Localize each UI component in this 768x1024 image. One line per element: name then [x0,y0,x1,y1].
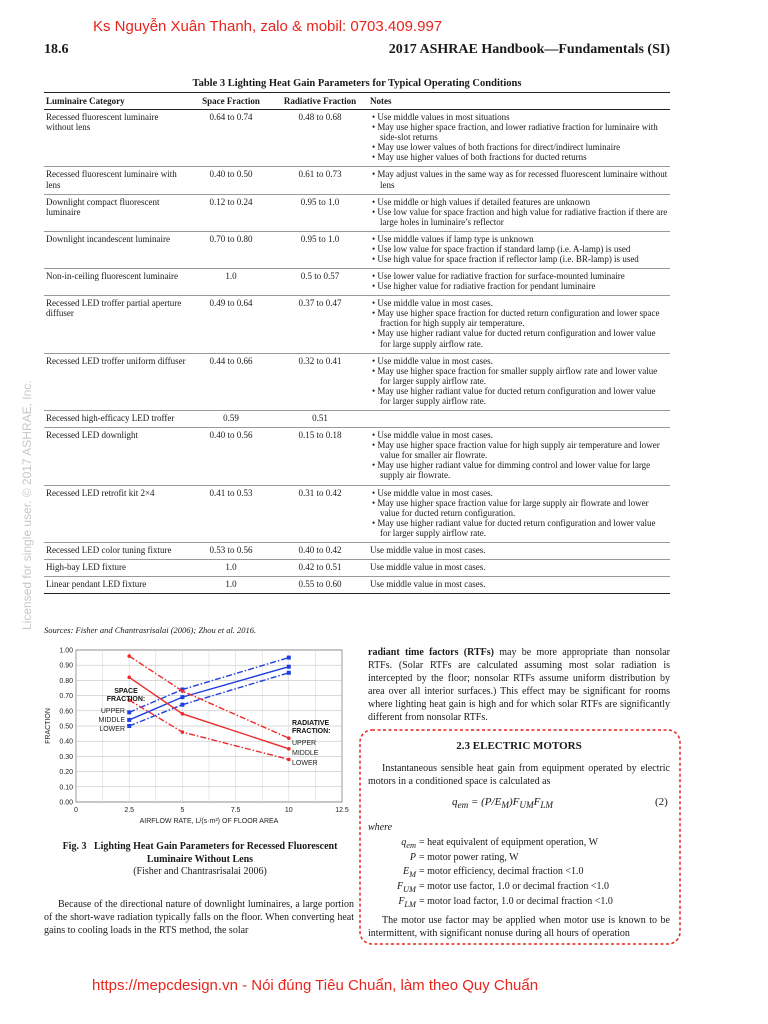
luminaire-category-cell: Non-in-ceiling fluorescent luminaire [46,271,178,282]
radiative-fraction-cell: 0.31 to 0.42 [298,487,342,498]
radiative-fraction-point [181,689,185,693]
luminaire-category-cell: Recessed LED troffer partial aperture diffuser [46,298,182,319]
notes-cell [368,167,670,194]
luminaire-category-cell: Recessed LED color tuning fixture [46,544,172,555]
notes-cell [368,231,670,268]
space-legend-entry: MIDDLE [98,717,125,724]
notes-cell [368,411,670,428]
note-line: • May use higher space fraction value for high supply air temperature and lower value for smaller air flowrate. [372,440,660,461]
table-row [44,428,670,485]
header-luminaire-category: Luminaire Category [44,93,190,110]
figure-title: Lighting Heat Gain Parameters for Recessed Fluorescent Luminaire Without Lens [93,841,338,865]
notes-cell [368,559,670,576]
radiative-fraction-cell: 0.95 to 1.0 [300,196,340,207]
note-line: • Use lower value for radiative fraction for surface-mounted luminaire [372,271,625,282]
space-fraction-cell: 1.0 [225,579,237,590]
space-fraction-cell: 0.12 to 0.24 [209,196,253,207]
note-line: • May use higher space fraction value for large supply air flowrate and lower value for ducted return configuration. [372,497,649,518]
space-legend-entry: UPPER [100,708,125,715]
radiative-fraction-point [127,676,131,680]
space-fraction-cell: 0.41 to 0.53 [209,487,253,498]
note-line: • May use higher space fraction, and lower radiative fraction for luminaire with side-slot returns [372,122,658,143]
x-tick-label: 5 [180,807,185,814]
rtf-text: may be more appropriate than nonsolar RTFs. (Solar RTFs are calculated assuming most solar radiation is intercepted by the floor; nonsolar RTFs assume uniform distribution by area over all interior surfaces.) This effect may be significant for rooms where lighting heat gain is high and for which solar RTFs are significantly different from nonsolar RTFs. [368,647,670,723]
variable-description: = motor load factor, 1.0 or decimal fraction <1.0 [419,896,613,908]
radiative-fraction-point [287,758,291,762]
x-tick-label: 2.5 [124,807,135,814]
space-legend-title: FRACTION: [106,696,146,703]
x-tick-label: 7.5 [230,807,241,814]
note-line: • Use higher value for radiative fraction for pendant luminaire [372,281,596,292]
motor-intro-paragraph: Instantaneous sensible heat gain from equipment operated by electric motors in a conditioned space is calculated as [368,763,670,787]
y-tick-label: 0.00 [59,799,73,807]
space-fraction-cell: 0.44 to 0.66 [209,355,253,366]
header-radiative-fraction: Radiative Fraction [272,93,368,110]
table-row [44,110,670,167]
variable-description: = motor power rating, W [419,852,519,864]
space-fraction-cell: 0.64 to 0.74 [209,112,253,123]
notes-cell [368,485,670,542]
rtf-term: radiant time factors (RTFs) [368,647,494,658]
radiative-fraction-point [127,654,131,658]
body-paragraph-right [368,646,670,724]
y-tick-label: 0.90 [59,662,73,670]
table-row [44,231,670,268]
motor-use-factor-paragraph: The motor use factor may be applied when motor use is known to be intermittent, with significant nonuse during all hours of operation [368,915,670,939]
space-fraction-cell: 0.59 [223,413,239,424]
radiative-fraction-cell: 0.37 to 0.47 [298,298,342,309]
radiative-fraction-point [181,730,185,734]
table-title: Table 3 Lighting Heat Gain Parameters for Typical Operating Conditions [192,78,522,89]
space-fraction-cell: 0.40 to 0.56 [209,430,253,441]
note-line: • Use middle or high values if detailed features are unknown [372,196,591,207]
figure-number: Fig. 3 [62,841,87,852]
luminaire-category-cell: Recessed LED troffer uniform diffuser [46,355,186,366]
variable-definitions [368,836,670,910]
header-notes: Notes [368,93,670,110]
luminaire-category-cell: Recessed LED retrofit kit 2×4 [46,487,155,498]
note-line: • May use lower values of both fractions for direct/indirect luminaire [372,142,621,153]
radiative-fraction-cell: 0.40 to 0.42 [298,544,342,555]
notes-cell [368,542,670,559]
radiative-fraction-cell: 0.5 to 0.57 [300,271,340,282]
radiative-fraction-cell: 0.95 to 1.0 [300,233,340,244]
table-row [44,269,670,296]
space-fraction-cell: 1.0 [225,561,237,572]
note-line: • May adjust values in the same way as for recessed fluorescent luminaire without lens [372,169,668,190]
note-line: • May use higher radiant value for ducted return configuration and lower value for larger supply airflow rate. [372,517,656,538]
space-fraction-cell: 1.0 [225,271,237,282]
note-line: Use middle value in most cases. [370,561,486,572]
x-tick-label: 10 [284,807,293,814]
radiative-fraction-cell: 0.51 [312,413,328,424]
radiative-legend-entry: MIDDLE [292,750,319,757]
space-fraction-cell: 0.40 to 0.50 [209,169,253,180]
y-tick-label: 1.00 [59,647,73,655]
variable-symbol: $q_{em}$ [401,837,416,850]
radiative-legend-entry: LOWER [292,760,318,767]
table-row [44,167,670,194]
space-fraction-point [127,718,131,722]
note-line: • Use middle values in most situations [372,112,510,123]
notes-cell [368,110,670,167]
note-line: • Use middle value in most cases. [372,298,493,309]
note-line: • Use middle values if lamp type is unknown [372,233,534,244]
variable-description: = motor use factor, 1.0 or decimal fraction <1.0 [419,880,609,892]
variable-row [368,880,670,895]
radiative-fraction-cell: 0.42 to 0.51 [298,561,342,572]
radiative-fraction-cell: 0.61 to 0.73 [298,169,342,180]
space-fraction-point [180,703,184,707]
note-line: • Use low value for space fraction and high value for radiative fraction if there are large holes in luminaire’s reflector [372,206,668,227]
figure-caption [44,841,356,879]
radiative-fraction-point [181,712,185,716]
y-tick-label: 0.10 [59,784,73,792]
notes-cell [368,269,670,296]
table-row [44,296,670,353]
note-line: Use middle value in most cases. [370,579,486,590]
table-row [44,411,670,428]
y-tick-label: 0.80 [59,677,73,685]
space-fraction-cell: 0.53 to 0.56 [209,544,253,555]
luminaire-category-cell: High-bay LED fixture [46,561,126,572]
variable-row [368,851,670,865]
y-tick-label: 0.50 [59,723,73,731]
luminaire-category-cell: Recessed LED downlight [46,430,138,441]
note-line: • May use higher space fraction for ducted return configuration and lower space fraction for high supply air temperature. [372,308,660,329]
y-axis-label: FRACTION [45,708,52,744]
equation-number: (2) [655,796,668,808]
note-line: • May use higher space fraction for smaller supply airflow rate and lower value for larger supply airflow rate. [372,365,658,386]
variable-description: = heat equivalent of equipment operation, W [419,837,599,848]
notes-cell [368,353,670,410]
y-tick-label: 0.40 [59,738,73,746]
variable-description: = motor efficiency, decimal fraction <1.0 [419,865,584,877]
variable-symbol: $E_M$ [402,865,416,879]
space-legend-entry: LOWER [99,726,125,733]
radiative-legend-title: FRACTION: [292,728,331,735]
where-label: where [368,822,393,833]
radiative-fraction-cell: 0.32 to 0.41 [298,355,342,366]
radiative-fraction-cell: 0.55 to 0.60 [298,579,342,590]
radiative-legend-entry: UPPER [292,740,317,747]
section-heading: 2.3 ELECTRIC MOTORS [456,740,582,752]
luminaire-category-cell: Recessed fluorescent luminaire with lens [46,169,177,190]
space-fraction-cell: 0.49 to 0.64 [209,298,253,309]
space-fraction-point [180,695,184,699]
y-tick-label: 0.70 [59,693,73,701]
x-tick-label: 12.5 [335,807,349,814]
radiative-fraction-cell: 0.48 to 0.68 [298,112,342,123]
space-fraction-point [287,671,291,675]
luminaire-category-cell: Linear pendant LED fixture [46,579,147,590]
header-space-fraction: Space Fraction [190,93,272,110]
y-tick-label: 0.60 [59,708,73,716]
space-fraction-cell: 0.70 to 0.80 [209,233,253,244]
table-row [44,353,670,410]
notes-cell [368,194,670,231]
luminaire-category-cell: Recessed fluorescent luminaire without lens [46,112,159,133]
bottom-website-banner: https://mepcdesign.vn - Nói đúng Tiêu Chuẩn, làm theo Quy Chuẩn [92,977,539,994]
space-fraction-point [287,665,291,669]
table-row [44,577,670,594]
note-line: • Use middle value in most cases. [372,430,493,441]
variable-row [368,865,670,880]
running-head: 2017 ASHRAE Handbook—Fundamentals (SI) [388,42,670,57]
figure-3-chart [42,642,352,838]
space-fraction-point [127,710,131,714]
y-tick-label: 0.20 [59,769,73,777]
lighting-heat-gain-table [44,92,670,594]
figure-source: (Fisher and Chantrasrisalai 2006) [133,866,267,877]
radiative-fraction-point [287,747,291,751]
table-row [44,559,670,576]
table-body [44,110,670,594]
radiative-fraction-cell: 0.15 to 0.18 [298,430,342,441]
variable-row [368,895,670,910]
note-line: • Use middle value in most cases. [372,355,493,366]
notes-cell [368,428,670,485]
radiative-legend-title: RADIATIVE [292,720,330,727]
variable-row [368,836,670,851]
table-sources: Sources: Fisher and Chantrasrisalai (2006); Zhou et al. 2016. [44,625,257,635]
variable-symbol: $F_{UM}$ [396,880,416,894]
note-line: • Use middle value in most cases. [372,487,493,498]
space-fraction-point [127,724,131,728]
space-fraction-point [287,656,291,660]
page-number: 18.6 [44,42,69,57]
table-row [44,542,670,559]
license-watermark: Licensed for single user. © 2017 ASHRAE, Inc. [20,380,34,630]
body-paragraph-left: Because of the directional nature of downlight luminaires, a large portion of the short-wave radiation typically falls on the floor. When converting heat gains to cooling loads in the RTS method, the solar [44,899,354,936]
note-line: • May use higher radiant value for dimming control and lower value for large supply air flowrate. [372,460,651,481]
luminaire-category-cell: Recessed high-efficacy LED troffer [46,413,175,424]
motor-heat-equation: $q_{em} = (P/E_M)F_{UM}F_{LM}$ [452,796,554,811]
luminaire-category-cell: Downlight incandescent luminaire [46,233,170,244]
note-line: • Use low value for space fraction if standard lamp (i.e. A-lamp) is used [372,243,631,254]
space-legend-title: SPACE [114,688,138,695]
variable-symbol: P [409,852,416,864]
note-line: • Use high value for space fraction if reflector lamp (i.e. BR-lamp) is used [372,254,639,265]
x-axis-label: AIRFLOW RATE, L/(s·m²) OF FLOOR AREA [139,818,279,825]
note-line: • May use higher radiant value for ducted return configuration and lower value for larger supply airflow rate. [372,385,656,406]
note-line: Use middle value in most cases. [370,544,486,555]
note-line: • May use higher values of both fractions for ducted returns [372,152,587,163]
top-contact-banner: Ks Nguyễn Xuân Thanh, zalo & mobil: 0703.409.997 [93,18,443,35]
table-row [44,485,670,542]
table-row [44,194,670,231]
note-line: • May use higher radiant value for ducted return configuration and lower value for large supply airflow rate. [372,328,656,349]
notes-cell [368,296,670,353]
y-tick-label: 0.30 [59,753,73,761]
radiative-fraction-point [287,736,291,740]
x-tick-label: 0 [74,807,78,814]
luminaire-category-cell: Downlight compact fluorescent luminaire [46,196,160,217]
notes-cell [368,577,670,594]
variable-symbol: $F_{LM}$ [398,896,416,910]
